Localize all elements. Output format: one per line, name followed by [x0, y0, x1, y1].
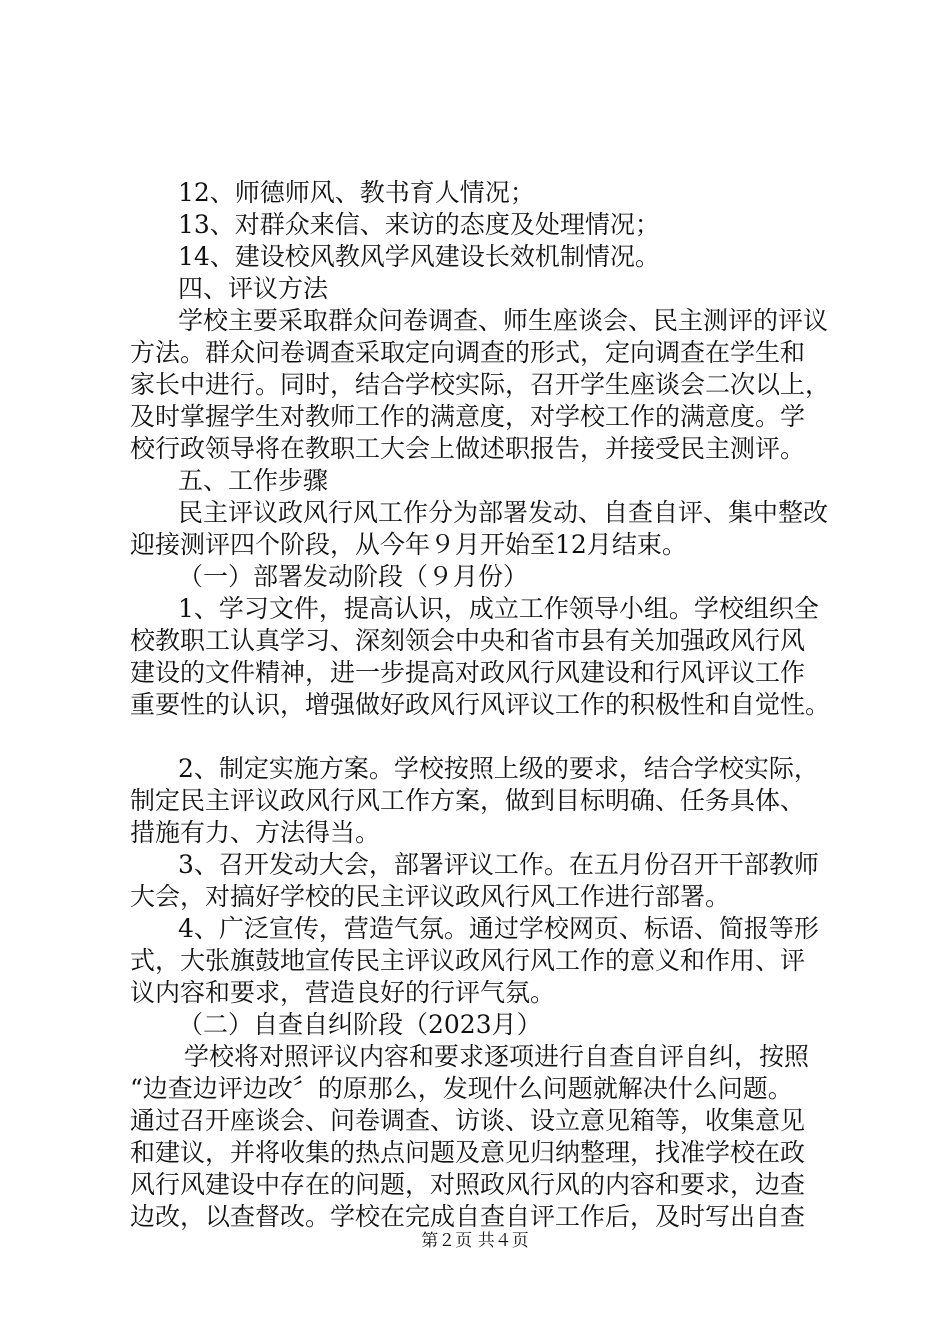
- text-line: 14、建设校风教风学风建设长效机制情况。: [178, 242, 660, 271]
- text-line: 和建议，并将收集的热点问题及意见归纳整理，找准学校在政: [130, 1138, 806, 1167]
- text-line: 风行风建设中存在的问题，对照政风行风的内容和要求，边查: [130, 1170, 806, 1199]
- section-heading: 四、评议方法: [178, 274, 329, 303]
- text-line: 边改，以查督改。学校在完成自查自评工作后，及时写出自查: [130, 1202, 806, 1231]
- text-line: 3、召开发动大会，部署评议工作。在五月份召开干部教师: [178, 850, 819, 879]
- text-line: 方法。群众问卷调查采取定向调查的形式，定向调查在学生和: [130, 338, 806, 367]
- text-line: 学校将对照评议内容和要求逐项进行自查自评自纠，按照: [184, 1042, 810, 1071]
- text-line: 大会，对搞好学校的民主评议政风行风工作进行部署。: [130, 882, 731, 911]
- text-line: 校教职工认真学习、深刻领会中央和省市县有关加强政风行风: [130, 626, 806, 655]
- text-line: 措施有力、方法得当。: [130, 818, 381, 847]
- text-line: 迎接测评四个阶段，从今年９月开始至12月结束。: [130, 530, 687, 559]
- text-line: “边查边评边改〞的原那么，发现什么问题就解决什么问题。: [130, 1074, 793, 1103]
- text-line: 议内容和要求，营造良好的行评气氛。: [130, 978, 556, 1007]
- text-line: 式，大张旗鼓地宣传民主评议政风行风工作的意义和作用、评: [130, 946, 806, 975]
- text-line: 学校主要采取群众问卷调查、师生座谈会、民主测评的评议: [178, 306, 829, 335]
- text-line: 1、学习文件，提高认识，成立工作领导小组。学校组织全: [178, 594, 819, 623]
- text-line: 2、制定实施方案。学校按照上级的要求，结合学校实际，: [178, 754, 819, 783]
- text-line: 民主评议政风行风工作分为部署发动、自查自评、集中整改: [178, 498, 829, 527]
- text-line: 建设的文件精神，进一步提高对政风行风建设和行风评议工作: [130, 658, 806, 687]
- text-line: 校行政领导将在教职工大会上做述职报告，并接受民主测评。: [130, 434, 806, 463]
- text-line: 重要性的认识，增强做好政风行风评议工作的积极性和自觉性。: [130, 690, 830, 719]
- page-number: 第２页 共４页: [421, 1231, 529, 1251]
- subsection-heading: （二）自查自纠阶段（2023月）: [178, 1010, 542, 1039]
- text-line: 家长中进行。同时，结合学校实际，召开学生座谈会二次以上，: [130, 370, 830, 399]
- text-line: 及时掌握学生对教师工作的满意度，对学校工作的满意度。学: [130, 402, 806, 431]
- text-line: 13、对群众来信、来访的态度及处理情况；: [178, 210, 660, 239]
- text-line: 12、师德师风、教书育人情况；: [178, 178, 535, 207]
- subsection-heading: （一）部署发动阶段（９月份）: [178, 562, 529, 591]
- text-line: 4、广泛宣传，营造气氛。通过学校网页、标语、简报等形: [178, 914, 819, 943]
- text-line: 制定民主评议政风行风工作方案，做到目标明确、任务具体、: [130, 786, 806, 815]
- section-heading: 五、工作步骤: [178, 466, 329, 495]
- text-line: 通过召开座谈会、问卷调查、访谈、设立意见箱等，收集意见: [130, 1106, 806, 1135]
